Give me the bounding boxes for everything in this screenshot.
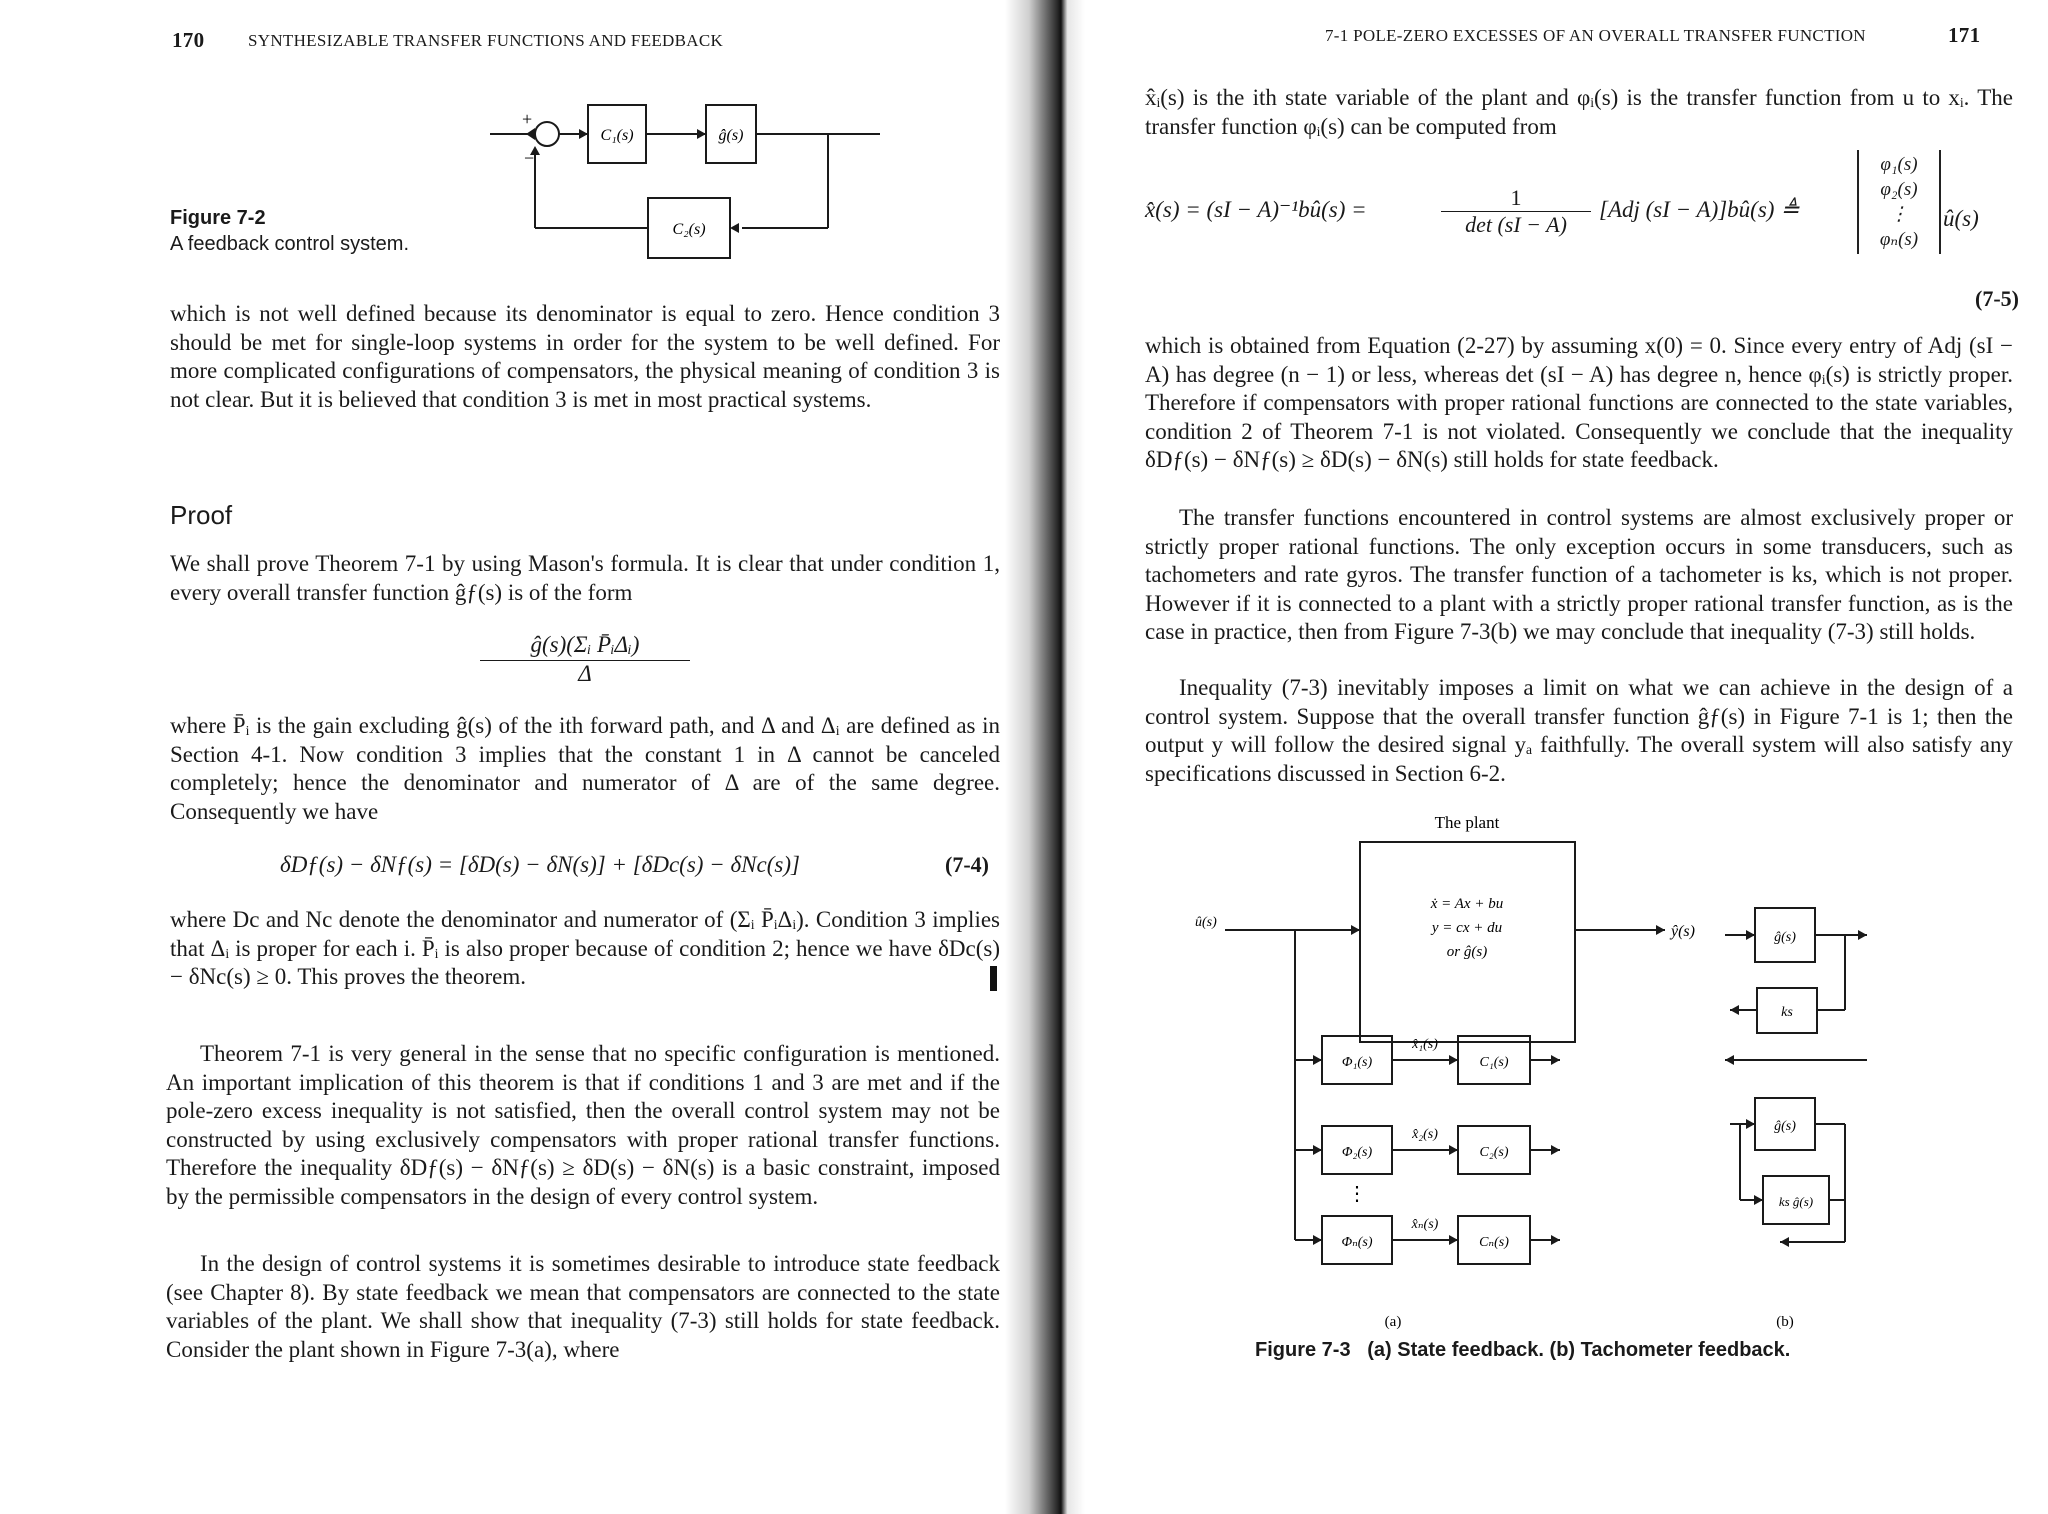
c1-state-label: C₁(s) [1479,1055,1509,1070]
phin-entry: φₙ(s) [1879,229,1919,250]
fraction-denominator: Δ [578,661,592,686]
x1-label: x̂₁(s) [1412,1037,1438,1052]
right-para-4: Inequality (7-3) inevitably imposes a limit on what we can achieve in the design of a control system. Suppose that the overall transfer function ĝƒ(s) in Figure 7-1 is 1; then the output y will follow the desired signal yₐ faithfully. The overall system will also satisfy any specifications discussed in Section 6-2. [1145,675,2013,786]
sum-plus-sign: + [522,109,533,129]
equation-7-5-number: (7-5) [1975,286,2019,311]
phi1-entry: φ₁(s) [1880,154,1918,175]
figure-7-2-text: A feedback control system. [170,233,410,255]
right-page-number: 171 [1948,23,1981,47]
left-para-6: In the design of control systems it is sometimes desirable to introduce state feedback (see Chapter 8). By state feedback we mean that compensators are connected to the state variables of the plant. We shall show that inequality (7-3) still holds for state feedback. Consider the plant shown in Figure 7-3(a), where [166,1251,1000,1362]
phin-label: Φₙ(s) [1341,1235,1373,1250]
sum-minus-sign: − [524,148,535,168]
phi2-label: Φ₂(s) [1341,1145,1373,1160]
xn-label: x̂ₙ(s) [1411,1217,1439,1232]
right-running-head: 7-1 POLE-ZERO EXCESSES OF AN OVERALL TRANSFER FUNCTION [1325,26,1866,45]
plant-title: The plant [1434,813,1500,832]
figure-7-2-caption [170,205,490,257]
b-ksg-label: ks ĝ(s) [1778,1194,1814,1209]
left-para-4: where Dc and Nc denote the denominator and numerator of (Σᵢ P̄ᵢΔᵢ). Condition 3 implies that Δᵢ is proper for each i. P̄ᵢ is also proper because of condition 2; hence we have δDc(s) − δNc(s) ≥ 0. This proves the theorem. [170,907,1000,990]
x2-label: x̂₂(s) [1412,1127,1438,1142]
left-para-3: where P̄ᵢ is the gain excluding ĝ(s) of the ith forward path, and Δ and Δᵢ are defined as in Section 4-1. Now condition 3 implies that the constant 1 in Δ cannot be canceled completely; hence the denominator and numerator of Δ are of the same degree. Consequently we have [170,713,1000,824]
c2-label: C₂(s) [672,221,706,238]
left-para-2: We shall prove Theorem 7-1 by using Mason's formula. It is clear that under condition 1, every overall transfer function ĝƒ(s) is of the form [170,551,1000,605]
subfig-b-label: (b) [1776,1314,1794,1330]
cn-state-label: Cₙ(s) [1479,1235,1509,1250]
plant-state-eq: ẋ = Ax + bu [1430,896,1504,912]
equation-7-5-tail: û(s) [1943,206,1979,231]
b-g1-label: ĝ(s) [1774,930,1796,945]
right-para-2: which is obtained from Equation (2-27) by assuming x(0) = 0. Since every entry of Adj (sI − A) has degree (n − 1) or less, whereas det (sI − A) has degree n, hence φᵢ(s) is strictly proper. Therefore if compensators with proper rational functions are connected to the state variables, condition 2 of Theorem 7-1 is not violated. Consequently we conclude that the inequality δDƒ(s) − δNƒ(s) ≥ δD(s) − δN(s) still holds for state feedback. [1145,333,2013,473]
b-g2-label: ĝ(s) [1774,1119,1796,1134]
proof-heading: Proof [170,500,233,530]
phi1-label: Φ₁(s) [1341,1055,1373,1070]
input-signal-label: û(s) [1195,915,1217,930]
eq75-frac-num: 1 [1441,185,1591,212]
end-of-proof-mark [990,966,997,991]
plant-tf: or ĝ(s) [1446,944,1488,960]
fraction-display [480,632,690,687]
c2-state-label: C₂(s) [1479,1145,1509,1160]
equation-7-5-right: [Adj (sI − A)]bû(s) ≜ [1599,197,1800,222]
fraction-numerator: ĝ(s)(Σᵢ P̄ᵢΔᵢ) [480,632,690,661]
figure-7-3-diagram [1195,808,1955,1378]
left-running-head: SYNTHESIZABLE TRANSFER FUNCTIONS AND FEEDBACK [248,31,724,50]
left-para-5: Theorem 7-1 is very general in the sense that no specific configuration is mentioned. An important implication of this theorem is that if conditions 1 and 3 are met and if the pole-zero excess inequality is not satisfied, then the overall control system may not be constructed by using exclusively compensators with proper rational transfer functions. Therefore the inequality δDƒ(s) − δNƒ(s) ≥ δD(s) − δN(s) is a basic constraint, imposed by the permissible compensators in the design of every control system. [166,1041,1000,1209]
figure-7-2-label: Figure 7-2 [170,207,266,229]
figure-7-3-caption [1255,1337,1955,1363]
figure-7-3-label: Figure 7-3 [1255,1339,1351,1361]
plant-output-eq: y = cx + du [1431,920,1503,936]
vdots-entry: ⋮ [1889,204,1909,225]
vdots-label: ⋮ [1347,1183,1367,1205]
equation-7-5-fraction [1441,185,1591,238]
right-para-3: The transfer functions encountered in control systems are almost exclusively proper or strictly proper rational functions. The only exception occurs in some transducers, such as tachometers and rate gyros. The transfer function of a tachometer is ks, which is not proper. However if it is connected to a plant with a strictly proper rational transfer function, as is the case in practice, then from Figure 7-3(b) we may conclude that inequality (7-3) still holds. [1145,505,2013,645]
plant-block [1360,842,1575,1042]
figure-7-3-text: (a) State feedback. (b) Tachometer feedback. [1367,1339,1791,1361]
figure-7-2-diagram [480,90,900,280]
equation-7-4-number: (7-4) [945,852,989,877]
phi-column-vector [1857,150,1941,254]
left-page-number: 170 [172,28,205,52]
output-signal-label: ŷ(s) [1671,923,1695,940]
b-ks-label: ks [1781,1005,1793,1020]
phi2-entry: φ₂(s) [1880,179,1918,200]
equation-7-5-left: x̂(s) = (sI − A)⁻¹bû(s) = [1145,197,1367,222]
right-para-1: x̂ᵢ(s) is the ith state variable of the plant and φᵢ(s) is the transfer function from u to xᵢ. The transfer function φᵢ(s) can be computed from [1145,85,2013,139]
subfig-a-label: (a) [1384,1314,1402,1330]
eq75-frac-den: det (sI − A) [1465,212,1567,237]
equation-7-4: δDƒ(s) − δNƒ(s) = [δD(s) − δN(s)] + [δDc(s) − δNc(s)] [280,852,800,877]
c1-label: C₁(s) [600,127,634,144]
g-label: ĝ(s) [718,127,744,144]
left-para-1: which is not well defined because its denominator is equal to zero. Hence condition 3 should be met for single-loop systems in order for the system to be well defined. For more complicated configurations of compensators, the physical meaning of condition 3 is not clear. But it is believed that condition 3 is met in most practical systems. [170,301,1000,412]
right-page [1075,0,2048,1514]
